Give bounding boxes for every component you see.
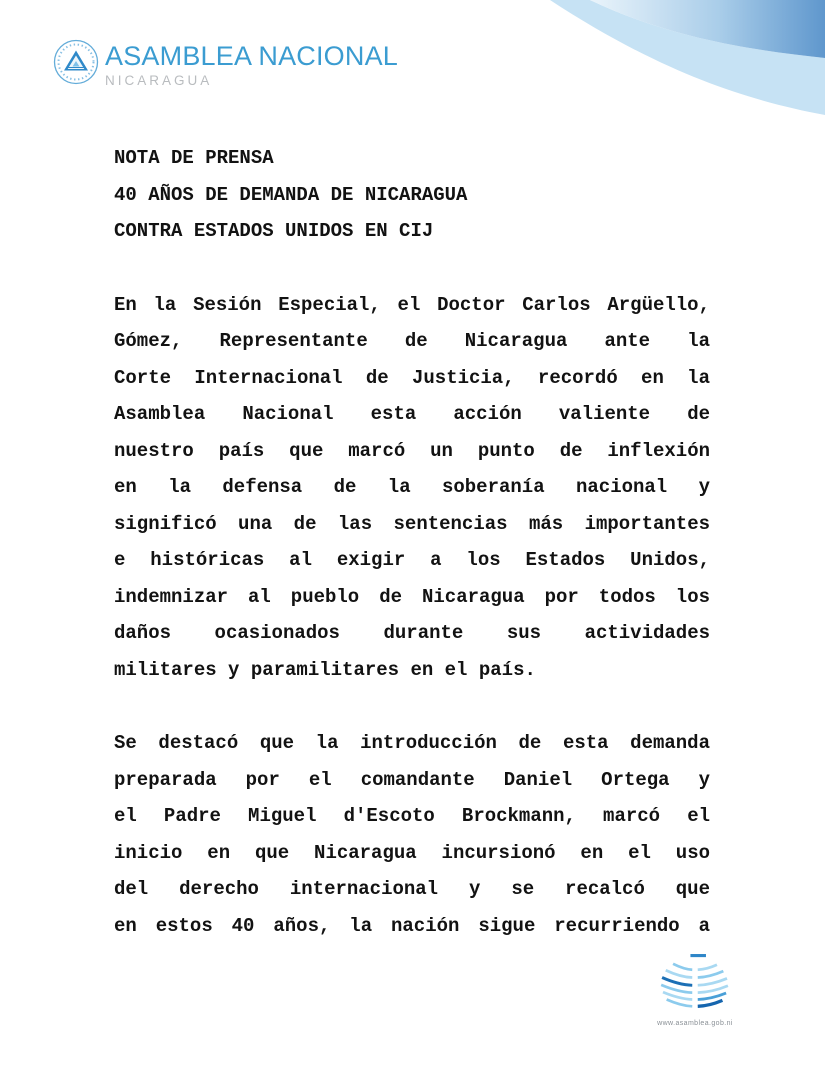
header-brand	[52, 38, 398, 88]
org-name: ASAMBLEA NACIONAL	[105, 41, 399, 71]
text-line: e históricas al exigir a los Estados Unidos,	[114, 549, 710, 571]
national-assembly-seal-icon	[52, 38, 100, 86]
title-line: CONTRA ESTADOS UNIDOS EN CIJ	[114, 220, 434, 242]
text-line: Asamblea Nacional esta acción valiente de	[114, 403, 710, 425]
text-line: En la Sesión Especial, el Doctor Carlos Argüello,	[114, 293, 710, 316]
text-line: el Padre Miguel d'Escoto Brockmann, marcó el	[114, 805, 710, 827]
text-line: en la defensa de la soberanía nacional y	[114, 476, 710, 498]
text-line: preparada por el comandante Daniel Ortega y	[114, 768, 710, 791]
text-line: indemnizar al pueblo de Nicaragua por todos los	[114, 585, 710, 608]
title-line: NOTA DE PRENSA	[114, 147, 274, 169]
text-line: significó una de las sentencias más importantes	[114, 512, 710, 535]
paragraph	[114, 725, 710, 944]
hemicycle-logo-icon	[648, 951, 742, 1015]
website-url: www.asamblea.gob.ni	[657, 1020, 733, 1027]
paragraph	[114, 287, 710, 689]
text-line: daños ocasionados durante sus actividades	[114, 622, 710, 644]
title-line: 40 AÑOS DE DEMANDA DE NICARAGUA	[114, 183, 468, 206]
text-line: militares y paramilitares en el país.	[114, 658, 536, 681]
text-line: nuestro país que marcó un punto de inflexión	[114, 439, 710, 462]
text-line: del derecho internacional y se recalcó que	[114, 878, 710, 900]
text-line: Se destacó que la introducción de esta demanda	[114, 732, 710, 754]
brand-text	[105, 38, 398, 88]
footer-brand	[643, 951, 747, 1027]
document-body	[114, 140, 710, 981]
org-subtitle: NICARAGUA	[105, 73, 213, 88]
text-line: inicio en que Nicaragua incursionó en el uso	[114, 841, 710, 864]
text-line: Corte Internacional de Justicia, recordó en la	[114, 366, 710, 389]
press-note-title	[114, 140, 710, 250]
text-line: Gómez, Representante de Nicaragua ante la	[114, 330, 710, 352]
text-line: en estos 40 años, la nación sigue recurriendo a	[114, 914, 710, 937]
